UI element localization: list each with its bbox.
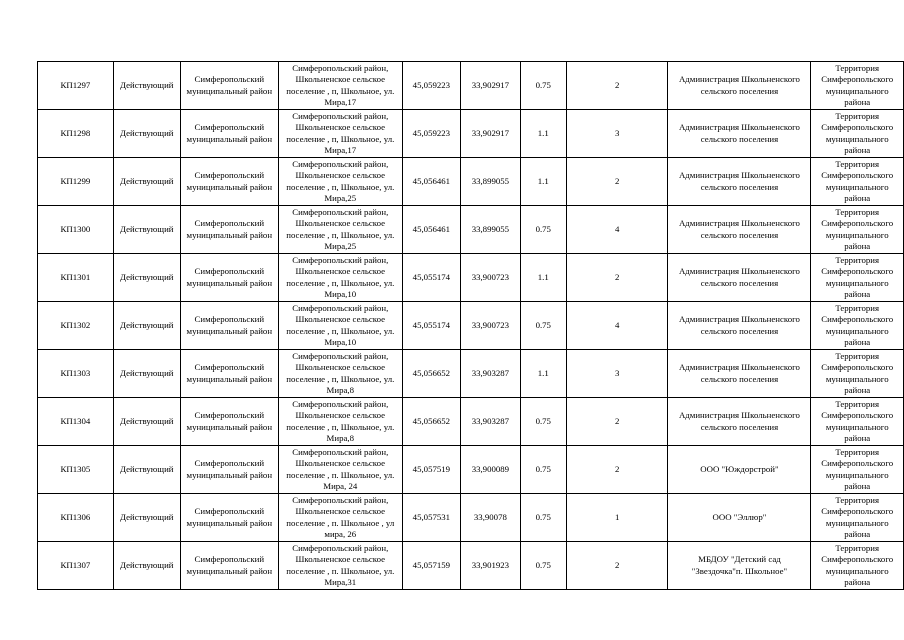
cell-address-line: Симферопольский район, (292, 158, 389, 169)
cell-address-line: поселение , п, Школьное, ул. (286, 325, 395, 336)
cell-address-line: мира, 26 (324, 529, 357, 539)
cell-container-volume: 0.75 (520, 62, 566, 110)
cell-status: Действующий (113, 158, 180, 206)
cell-point-code: КП1303 (38, 350, 114, 398)
cell-address-line: Мира,10 (324, 289, 357, 299)
cell-territory-line: Симферопольского (821, 170, 894, 180)
cell-territory-line: муниципального (825, 277, 889, 288)
cell-address (278, 254, 402, 302)
cell-address-line: поселение , п. Школьное, ул. (286, 469, 395, 480)
cell-container-volume: 0.75 (520, 542, 566, 590)
cell-territory-line: Симферопольского (821, 266, 894, 276)
cell-address-line: Школьненское сельское (295, 410, 386, 420)
cell-owner-line: Администрация Школьненского (678, 74, 800, 84)
cell-territory-line: Симферопольского (821, 74, 894, 84)
cell-latitude: 45,059223 (402, 62, 461, 110)
cell-territory (811, 206, 904, 254)
cell-municipality: Симферопольский муниципальный район (180, 542, 278, 590)
cell-status: Действующий (113, 494, 180, 542)
cell-territory-line: муниципального (825, 181, 889, 192)
cell-owner-line: сельского поселения (700, 277, 779, 288)
cell-territory-line: Симферопольского (821, 506, 894, 516)
cell-territory-line: Симферопольского (821, 314, 894, 324)
table-row (38, 542, 904, 590)
cell-owner-line: сельского поселения (700, 373, 779, 384)
table-row (38, 494, 904, 542)
cell-territory-line: района (844, 241, 871, 251)
cell-longitude: 33,900723 (461, 254, 521, 302)
cell-address-line: Школьненское сельское (295, 458, 386, 468)
cell-owner-line: Администрация Школьненского (678, 410, 800, 420)
cell-municipality: Симферопольский муниципальный район (180, 494, 278, 542)
cell-container-count: 2 (566, 446, 668, 494)
cell-address-line: Симферопольский район, (292, 206, 389, 217)
cell-latitude: 45,056652 (402, 350, 461, 398)
cell-owner-line: Администрация Школьненского (678, 362, 800, 372)
cell-address-line: поселение , п, Школьное, ул. (286, 133, 395, 144)
cell-address-line: Мира,17 (324, 97, 357, 107)
cell-point-code: КП1302 (38, 302, 114, 350)
cell-address-line: поселение , п, Школьное, ул. (286, 229, 395, 240)
cell-latitude: 45,056461 (402, 206, 461, 254)
cell-address-line: Симферопольский район, (292, 302, 389, 313)
cell-territory-line: муниципального (825, 517, 889, 528)
cell-territory-line: муниципального (825, 133, 889, 144)
cell-owner-line: сельского поселения (700, 85, 779, 96)
cell-territory-line: Симферопольского (821, 458, 894, 468)
cell-territory (811, 350, 904, 398)
cell-address (278, 494, 402, 542)
cell-address-line: Симферопольский район, (292, 446, 389, 457)
cell-owner-line: МБДОУ "Детский сад (698, 554, 781, 564)
cell-address-line: Школьненское сельское (295, 74, 386, 84)
cell-owner (668, 302, 811, 350)
cell-container-volume: 0.75 (520, 206, 566, 254)
cell-territory (811, 542, 904, 590)
cell-owner (668, 494, 811, 542)
cell-territory-line: района (844, 145, 871, 155)
cell-container-count: 4 (566, 302, 668, 350)
cell-owner-line: Администрация Школьненского (678, 170, 800, 180)
cell-address (278, 206, 402, 254)
cell-address-line: Школьненское сельское (295, 170, 386, 180)
cell-address (278, 398, 402, 446)
cell-municipality: Симферопольский муниципальный район (180, 350, 278, 398)
cell-status: Действующий (113, 206, 180, 254)
cell-owner (668, 446, 811, 494)
table-row (38, 254, 904, 302)
cell-container-count: 2 (566, 158, 668, 206)
table-row (38, 158, 904, 206)
cell-municipality: Симферопольский муниципальный район (180, 62, 278, 110)
cell-owner (668, 254, 811, 302)
cell-address-line: Мира, 24 (323, 481, 358, 491)
cell-territory (811, 398, 904, 446)
cell-territory-line: района (844, 385, 871, 395)
cell-address (278, 302, 402, 350)
cell-container-volume: 0.75 (520, 398, 566, 446)
cell-territory-line: района (844, 529, 871, 539)
cell-owner-line: сельского поселения (700, 325, 779, 336)
cell-territory-line: района (844, 97, 871, 107)
cell-owner (668, 158, 811, 206)
cell-territory-line: муниципального (825, 325, 889, 336)
cell-address-line: поселение , п. Школьное , ул (286, 517, 395, 528)
cell-owner-line: ООО "Эллюр" (712, 511, 767, 522)
cell-territory-line: Территория (835, 62, 880, 73)
cell-address (278, 446, 402, 494)
cell-status: Действующий (113, 398, 180, 446)
cell-latitude: 45,057519 (402, 446, 461, 494)
cell-address-line: Школьненское сельское (295, 122, 386, 132)
cell-status: Действующий (113, 62, 180, 110)
cell-longitude: 33,90078 (461, 494, 521, 542)
cell-territory-line: Симферопольского (821, 122, 894, 132)
cell-territory-line: района (844, 577, 871, 587)
cell-owner-line: Администрация Школьненского (678, 218, 800, 228)
cell-longitude: 33,900723 (461, 302, 521, 350)
cell-territory (811, 494, 904, 542)
cell-container-count: 1 (566, 494, 668, 542)
cell-address-line: поселение , п, Школьное, ул. (286, 181, 395, 192)
cell-territory-line: Территория (835, 350, 880, 361)
cell-owner-line: Администрация Школьненского (678, 122, 800, 132)
cell-point-code: КП1307 (38, 542, 114, 590)
cell-municipality: Симферопольский муниципальный район (180, 158, 278, 206)
cell-territory-line: муниципального (825, 85, 889, 96)
cell-owner (668, 206, 811, 254)
cell-address-line: Симферопольский район, (292, 542, 389, 553)
cell-status: Действующий (113, 446, 180, 494)
cell-address-line: Мира,10 (324, 337, 357, 347)
cell-address-line: поселение , п, Школьное, ул. (286, 373, 395, 384)
cell-address-line: Школьненское сельское (295, 362, 386, 372)
cell-longitude: 33,901923 (461, 542, 521, 590)
cell-container-volume: 0.75 (520, 446, 566, 494)
cell-address-line: Школьненское сельское (295, 218, 386, 228)
cell-container-volume: 1.1 (520, 110, 566, 158)
cell-territory-line: Симферопольского (821, 410, 894, 420)
cell-status: Действующий (113, 302, 180, 350)
cell-address-line: Школьненское сельское (295, 266, 386, 276)
cell-municipality: Симферопольский муниципальный район (180, 110, 278, 158)
cell-owner-line: сельского поселения (700, 181, 779, 192)
cell-longitude: 33,900089 (461, 446, 521, 494)
cell-owner-line: сельского поселения (700, 229, 779, 240)
cell-address-line: Мира,17 (324, 145, 357, 155)
cell-address-line: Школьненское сельское (295, 506, 386, 516)
cell-point-code: КП1297 (38, 62, 114, 110)
cell-container-count: 3 (566, 350, 668, 398)
cell-container-count: 2 (566, 62, 668, 110)
cell-address-line: Мира,25 (324, 241, 357, 251)
cell-municipality: Симферопольский муниципальный район (180, 302, 278, 350)
cell-territory-line: муниципального (825, 565, 889, 576)
cell-territory-line: муниципального (825, 469, 889, 480)
cell-territory-line: Территория (835, 206, 880, 217)
cell-address-line: Школьненское сельское (295, 314, 386, 324)
cell-territory (811, 62, 904, 110)
cell-address-line: Мира,31 (324, 577, 357, 587)
register-table-wrapper (37, 61, 904, 590)
cell-status: Действующий (113, 350, 180, 398)
cell-municipality: Симферопольский муниципальный район (180, 254, 278, 302)
cell-address (278, 542, 402, 590)
cell-address (278, 62, 402, 110)
cell-address-line: Мира,8 (326, 433, 354, 443)
cell-territory-line: Территория (835, 494, 880, 505)
cell-latitude: 45,057531 (402, 494, 461, 542)
cell-territory-line: Симферопольского (821, 362, 894, 372)
cell-owner (668, 62, 811, 110)
cell-territory-line: Территория (835, 158, 880, 169)
table-row (38, 350, 904, 398)
cell-container-count: 2 (566, 398, 668, 446)
cell-territory-line: Территория (835, 110, 880, 121)
cell-address-line: Мира,25 (324, 193, 357, 203)
cell-territory-line: Территория (835, 254, 880, 265)
cell-container-volume: 0.75 (520, 494, 566, 542)
cell-territory-line: Территория (835, 542, 880, 553)
cell-longitude: 33,902917 (461, 110, 521, 158)
cell-territory-line: муниципального (825, 229, 889, 240)
cell-territory (811, 254, 904, 302)
cell-latitude: 45,056461 (402, 158, 461, 206)
cell-territory (811, 446, 904, 494)
cell-address-line: Симферопольский район, (292, 254, 389, 265)
cell-territory-line: Территория (835, 398, 880, 409)
cell-address (278, 158, 402, 206)
cell-address-line: Симферопольский район, (292, 398, 389, 409)
cell-owner-line: "Звездочка"п. Школьное" (691, 565, 788, 576)
cell-container-count: 2 (566, 542, 668, 590)
cell-territory-line: Территория (835, 446, 880, 457)
cell-latitude: 45,056652 (402, 398, 461, 446)
cell-container-count: 3 (566, 110, 668, 158)
cell-container-volume: 1.1 (520, 254, 566, 302)
cell-owner (668, 110, 811, 158)
cell-municipality: Симферопольский муниципальный район (180, 206, 278, 254)
cell-territory-line: Симферопольского (821, 218, 894, 228)
cell-container-volume: 1.1 (520, 350, 566, 398)
cell-owner-line: сельского поселения (700, 421, 779, 432)
cell-point-code: КП1305 (38, 446, 114, 494)
cell-point-code: КП1301 (38, 254, 114, 302)
cell-owner (668, 542, 811, 590)
cell-owner-line: ООО "Юждорстрой" (700, 463, 779, 474)
cell-address-line: поселение , п. Школьное, ул. (286, 565, 395, 576)
cell-territory-line: района (844, 481, 871, 491)
cell-longitude: 33,903287 (461, 398, 521, 446)
cell-point-code: КП1298 (38, 110, 114, 158)
cell-territory-line: района (844, 289, 871, 299)
cell-container-count: 2 (566, 254, 668, 302)
cell-municipality: Симферопольский муниципальный район (180, 446, 278, 494)
cell-territory-line: района (844, 433, 871, 443)
cell-owner (668, 398, 811, 446)
cell-territory-line: муниципального (825, 421, 889, 432)
cell-longitude: 33,903287 (461, 350, 521, 398)
cell-address-line: Симферопольский район, (292, 110, 389, 121)
cell-territory-line: района (844, 337, 871, 347)
table-row (38, 62, 904, 110)
cell-territory-line: района (844, 193, 871, 203)
cell-territory-line: Территория (835, 302, 880, 313)
cell-longitude: 33,899055 (461, 206, 521, 254)
cell-owner-line: Администрация Школьненского (678, 266, 800, 276)
cell-address-line: Симферопольский район, (292, 62, 389, 73)
cell-owner (668, 350, 811, 398)
cell-address (278, 350, 402, 398)
cell-status: Действующий (113, 110, 180, 158)
cell-container-volume: 0.75 (520, 302, 566, 350)
collection-points-table (37, 61, 904, 590)
cell-longitude: 33,902917 (461, 62, 521, 110)
cell-latitude: 45,055174 (402, 302, 461, 350)
cell-municipality: Симферопольский муниципальный район (180, 398, 278, 446)
cell-address-line: Школьненское сельское (295, 554, 386, 564)
cell-address-line: Мира,8 (326, 385, 354, 395)
cell-status: Действующий (113, 254, 180, 302)
table-row (38, 446, 904, 494)
cell-owner-line: сельского поселения (700, 133, 779, 144)
cell-owner-line: Администрация Школьненского (678, 314, 800, 324)
table-row (38, 398, 904, 446)
cell-container-count: 4 (566, 206, 668, 254)
cell-point-code: КП1299 (38, 158, 114, 206)
cell-latitude: 45,059223 (402, 110, 461, 158)
cell-longitude: 33,899055 (461, 158, 521, 206)
cell-address-line: поселение , п, Школьное, ул. (286, 277, 395, 288)
cell-address (278, 110, 402, 158)
cell-point-code: КП1304 (38, 398, 114, 446)
cell-point-code: КП1306 (38, 494, 114, 542)
cell-address-line: поселение , п, Школьное, ул. (286, 421, 395, 432)
cell-container-volume: 1.1 (520, 158, 566, 206)
table-row (38, 302, 904, 350)
table-row (38, 110, 904, 158)
cell-territory (811, 302, 904, 350)
cell-territory (811, 110, 904, 158)
cell-address-line: Симферопольский район, (292, 494, 389, 505)
table-body (38, 62, 904, 590)
cell-territory-line: муниципального (825, 373, 889, 384)
table-row (38, 206, 904, 254)
cell-address-line: поселение , п, Школьное, ул. (286, 85, 395, 96)
cell-latitude: 45,055174 (402, 254, 461, 302)
cell-point-code: КП1300 (38, 206, 114, 254)
cell-territory-line: Симферопольского (821, 554, 894, 564)
cell-latitude: 45,057159 (402, 542, 461, 590)
cell-territory (811, 158, 904, 206)
cell-status: Действующий (113, 542, 180, 590)
cell-address-line: Симферопольский район, (292, 350, 389, 361)
